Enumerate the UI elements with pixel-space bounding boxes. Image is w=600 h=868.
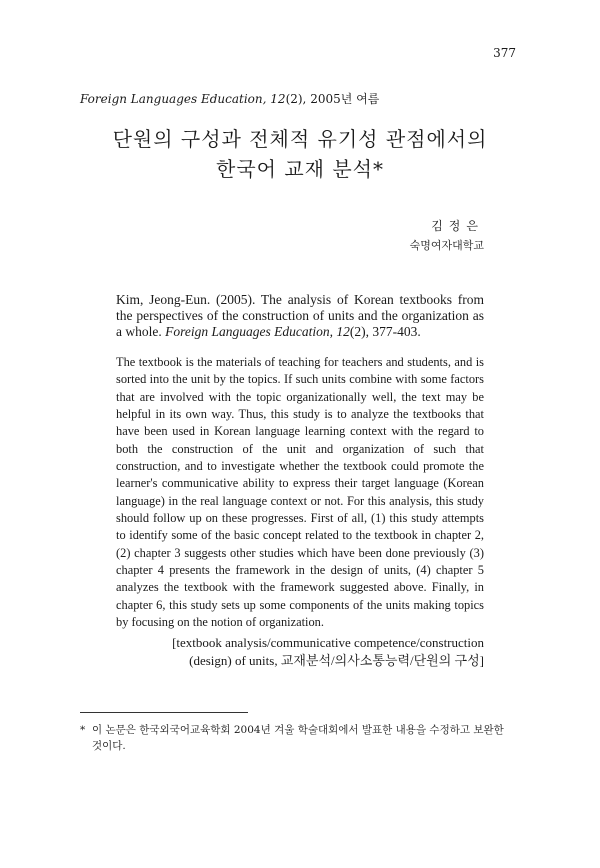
keywords: [116, 634, 484, 670]
footnote-line-2: 것이다.: [92, 740, 126, 752]
journal-issue-season: (2), 2005년 여름: [285, 92, 380, 106]
footnote: [80, 722, 530, 754]
citation-journal: Foreign Languages Education, 12: [165, 324, 350, 339]
abstract: The textbook is the materials of teaching for teachers and students, and is sorted into the unit by the topics. If such units combine with some factors that are involved with the topic organizationally well, the text may be helpful in its own way. Thus, this study is to analyze the textbooks that have been used in Korean language learning context with the regard to both the construction of the unit and organization of such that construction, and to investigate whether the textbook could promote the learner's communicative ability to express their target language (Korean language) in the real language context or not. For this analysis, this study should follow up on these progresses. First of all, (1) this study attempts to identify some of the basic concept related to the textbook in chapter 2, (2) chapter 3 suggests other studies which have been done previously (3) chapter 4 presents the framework in the design of units, (4) chapter 5 analyzes the textbook with the framework suggested above. Finally, in chapter 6, this study sets up some components of the units making topics by focusing on the notion of organization.: [116, 355, 484, 630]
paper-title-line-1: 단원의 구성과 전체적 유기성 관점에서의: [112, 127, 488, 151]
keywords-line-1: [textbook analysis/communicative competence/construction: [172, 635, 484, 650]
journal-header: [80, 90, 379, 107]
journal-name: Foreign Languages Education,: [80, 92, 267, 106]
journal-volume: 12: [270, 92, 286, 106]
page-number: 377: [493, 46, 516, 60]
footnote-divider: [80, 712, 248, 713]
citation-prefix: Kim, Jeong-Eun. (2005). The analysis of Korean textbooks from the perspectives of the construction of units and the organization as a whole.: [116, 292, 484, 339]
keywords-line-2: (design) of units, 교재분석/의사소통능력/단원의 구성]: [189, 653, 484, 668]
citation-suffix: (2), 377-403.: [349, 324, 421, 339]
citation: [116, 292, 484, 340]
author-name: 김정은: [431, 219, 484, 233]
footnote-line-1: 이 논문은 한국외국어교육학회 2004년 겨울 학술대회에서 발표한 내용을 수정하고 보완한: [92, 724, 504, 736]
author-affiliation: 숙명여자대학교: [409, 239, 484, 252]
paper-title-line-2: 한국어 교재 분석*: [216, 157, 384, 181]
paper-title: [0, 124, 600, 184]
footnote-mark: *: [80, 724, 86, 736]
